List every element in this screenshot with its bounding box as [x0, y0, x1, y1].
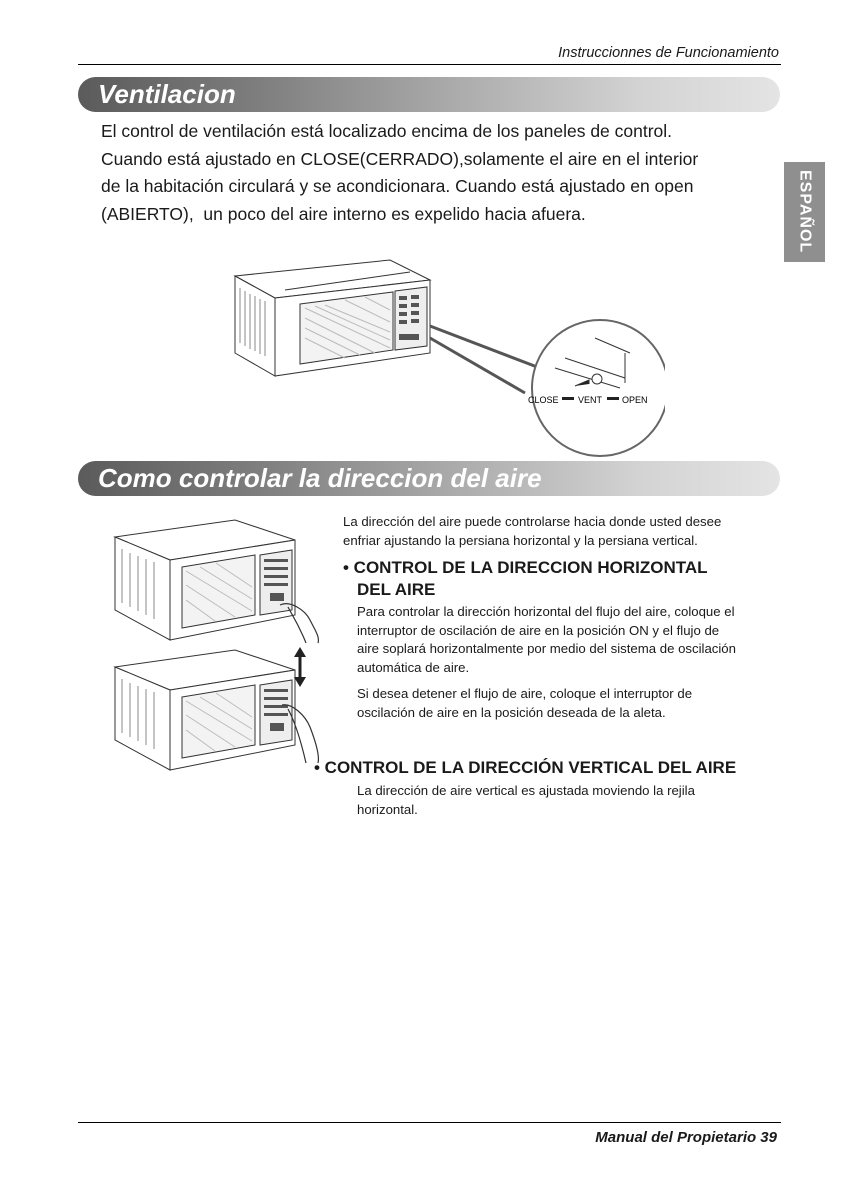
horizontal-p1-line-3: aire soplará horizontalmente por medio del sistema de oscilación	[357, 641, 736, 656]
vertical-line-2: horizontal.	[357, 801, 418, 817]
horizontal-p2-line-1: Si desea detener el flujo de aire, coloque el interruptor de	[357, 686, 693, 701]
horizontal-control-heading	[343, 557, 783, 601]
section-banner-ventilacion	[78, 77, 780, 112]
language-tab-label: ESPAÑOL	[796, 170, 814, 254]
horizontal-p1-line-2: interruptor de oscilación de aire en la posición ON y el flujo de	[357, 622, 720, 638]
ventilation-paragraph	[101, 118, 781, 228]
vertical-line-1: La dirección de aire vertical es ajustada moviendo la rejila	[357, 783, 695, 798]
vertical-control-figure	[110, 645, 325, 775]
vent-close-label: CLOSE	[528, 395, 559, 405]
vertical-control-heading: • CONTROL DE LA DIRECCIÓN VERTICAL DEL AIRE	[314, 758, 737, 777]
horizontal-p2-line-2: oscilación de aire en la posición deseada de la aleta.	[357, 704, 666, 720]
ventilation-line-1: El control de ventilación está localizado encima de los paneles de control.	[101, 121, 673, 141]
zoom-circle	[532, 320, 665, 456]
air-conditioner-illustration	[235, 260, 430, 376]
open-marker-icon	[607, 397, 619, 400]
intro-line-2: enfriar ajustando la persiana horizontal y la persiana vertical.	[343, 532, 698, 548]
section-banner-direccion	[78, 461, 780, 496]
intro-line-1: La dirección del aire puede controlarse hacia donde usted desee	[343, 514, 722, 529]
horizontal-heading-line-2: DEL AIRE	[357, 580, 436, 599]
horizontal-p1-line-1: Para controlar la dirección horizontal del flujo del aire, coloque el	[357, 604, 735, 619]
vent-label: VENT	[578, 395, 603, 405]
language-tab	[784, 162, 825, 262]
footer-rule	[78, 1122, 781, 1123]
vent-open-label: OPEN	[622, 395, 648, 405]
horizontal-paragraph-1	[357, 603, 782, 677]
section-title-ventilacion: Ventilacion	[98, 79, 236, 109]
up-down-arrow-icon	[294, 647, 306, 687]
page-footer: Manual del Propietario 39	[595, 1129, 777, 1146]
vertical-paragraph	[357, 782, 782, 819]
horizontal-p1-line-4: automática de aire.	[357, 659, 470, 675]
section-title-direccion: Como controlar la direccion del aire	[98, 463, 542, 493]
callout-line-lower	[430, 338, 525, 393]
ventilation-line-2: Cuando está ajustado en CLOSE(CERRADO),solamente el aire en el interior	[101, 148, 699, 169]
horizontal-heading-line-1: • CONTROL DE LA DIRECCION HORIZONTAL	[343, 558, 708, 577]
horizontal-paragraph-2	[357, 685, 782, 722]
horizontal-control-figure	[110, 515, 325, 645]
running-header: Instruccionnes de Funcionamiento	[558, 45, 779, 61]
ventilation-line-4: (ABIERTO), un poco del aire interno es expelido hacia afuera.	[101, 203, 586, 224]
ventilation-figure	[225, 258, 665, 458]
direction-intro	[343, 513, 783, 550]
header-rule	[78, 64, 781, 65]
ventilation-line-3: de la habitación circulará y se acondicionara. Cuando está ajustado en open	[101, 176, 694, 196]
close-marker-icon	[562, 397, 574, 400]
